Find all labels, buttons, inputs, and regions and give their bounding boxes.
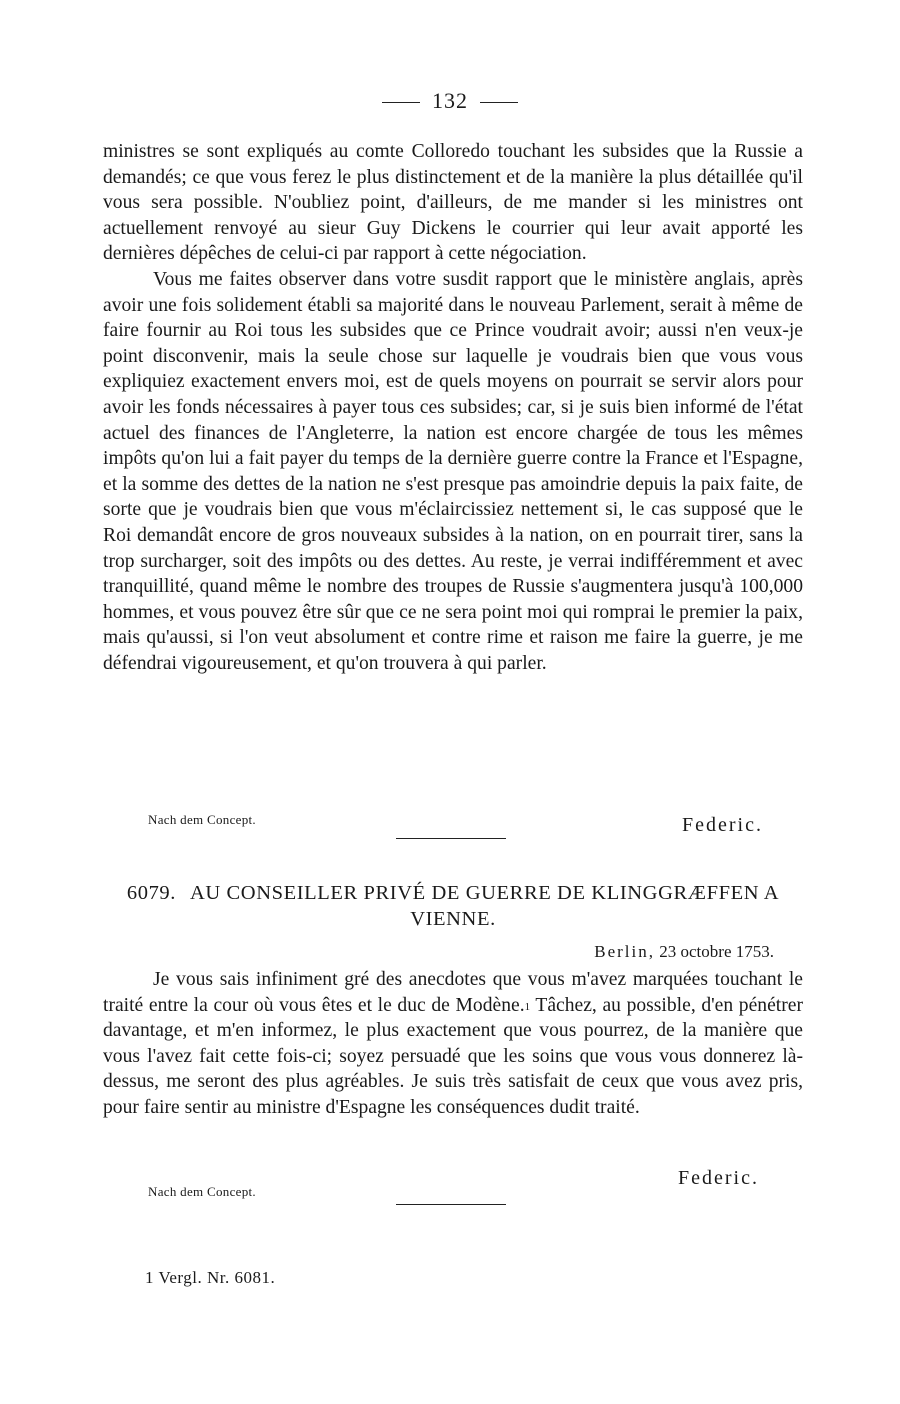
letter-6078-signature: Federic. — [682, 814, 763, 836]
footnote-marker: 1 — [145, 1268, 154, 1287]
section-divider-bottom — [396, 1204, 506, 1205]
letter-6079-dateline — [594, 942, 774, 962]
footnote-reference: 1 — [524, 1000, 531, 1013]
letter-6079-source-note: Nach dem Concept. — [148, 1184, 256, 1199]
footnote-text: Vergl. Nr. 6081. — [158, 1268, 276, 1287]
dateline-date: 23 octobre 1753. — [659, 942, 774, 961]
letter-6079-paragraph — [103, 967, 803, 1121]
letter-6079-text-part-1: Je vous sais infiniment gré des anecdotes que vous m'avez marquées touchant le traité entre la cour où vous êtes et le duc de Modène. — [103, 969, 803, 1016]
page-header — [0, 88, 900, 114]
letter-number: 6079. — [126, 882, 176, 904]
letter-6078-body — [103, 139, 803, 676]
letter-6079-text-part-2: Tâchez, au possible, d'en pénétrer davantage, et m'en informez, le plus exactement que vous pourrez, de la manière que vous l'avez fait cette fois-ci; soyez persuadé que les soins que vous vous donnerez là-dessus, me seront des plus agréables. Je suis très satisfait de ceux que vous avez pris, pour faire sentir au ministre d'Espagne les conséquences dudit traité. — [103, 994, 803, 1118]
letter-6079-signature: Federic. — [678, 1167, 759, 1189]
letter-6079-heading — [103, 880, 803, 932]
dateline-place: Berlin, — [594, 942, 656, 961]
section-divider — [396, 838, 506, 839]
header-rule-right — [480, 102, 518, 103]
header-rule-left — [382, 102, 420, 103]
letter-title: AU CONSEILLER PRIVÉ DE GUERRE DE KLINGGRÆFFEN A VIENNE. — [190, 882, 780, 930]
letter-6079-body — [103, 967, 803, 1121]
page-number: 132 — [432, 88, 468, 113]
letter-6078-paragraph-1: ministres se sont expliqués au comte Colloredo touchant les subsides que la Russie a demandés; ce que vous ferez le plus distinctement et de la manière la plus détaillée qu'il vous sera possible. N'oubliez point, d'ailleurs, de me mander si les ministres ont actuellement renvoyé au sieur Guy Dickens le courrier qui leur avait apporté les dernières dépêches de celui-ci par rapport à cette négociation. — [103, 141, 803, 265]
letter-6078-paragraph-2: Vous me faites observer dans votre susdit rapport que le ministère anglais, après avoir une fois solidement établi sa majorité dans le nouveau Parlement, serait à même de faire fournir au Roi tous les subsides que ce Prince voudrait avoir; aussi n'en veux-je point disconvenir, mais la seule chose sur laquelle je voudrais bien que vous vous expliquiez exactement envers moi, est de quels moyens on pourrait se servir alors pour avoir les fonds nécessaires à payer tous ces subsides; car, si je suis bien informé de l'état actuel des finances de l'Angleterre, la nation est encore chargée de tous les mêmes impôts qu'on lui a fait payer du temps de la dernière guerre contre la France et l'Espagne, et la somme des dettes de la nation ne s'est presque pas amoindrie depuis la paix faite, de sorte que je voudrais bien que vous m'éclaircissiez nettement si, le cas supposé que le Roi demandât encore de gros nouveaux subsides à la nation, on en pourrait tirer, sans la trop surcharger, soit des impôts ou des dettes. Au reste, je verrai indifféremment et avec tranquillité, quand même le nombre des troupes de Russie s'augmentera jusqu'à 100,000 hommes, et vous pouvez être sûr que ce ne sera point moi qui romprai le premier la paix, mais qu'aussi, si l'on veut absolument et contre rime et raison me faire la guerre, je me défendrai vigoureusement, et qu'on trouvera à qui parler. — [103, 268, 803, 674]
letter-6078-source-note: Nach dem Concept. — [148, 812, 256, 827]
footnote — [145, 1268, 275, 1288]
